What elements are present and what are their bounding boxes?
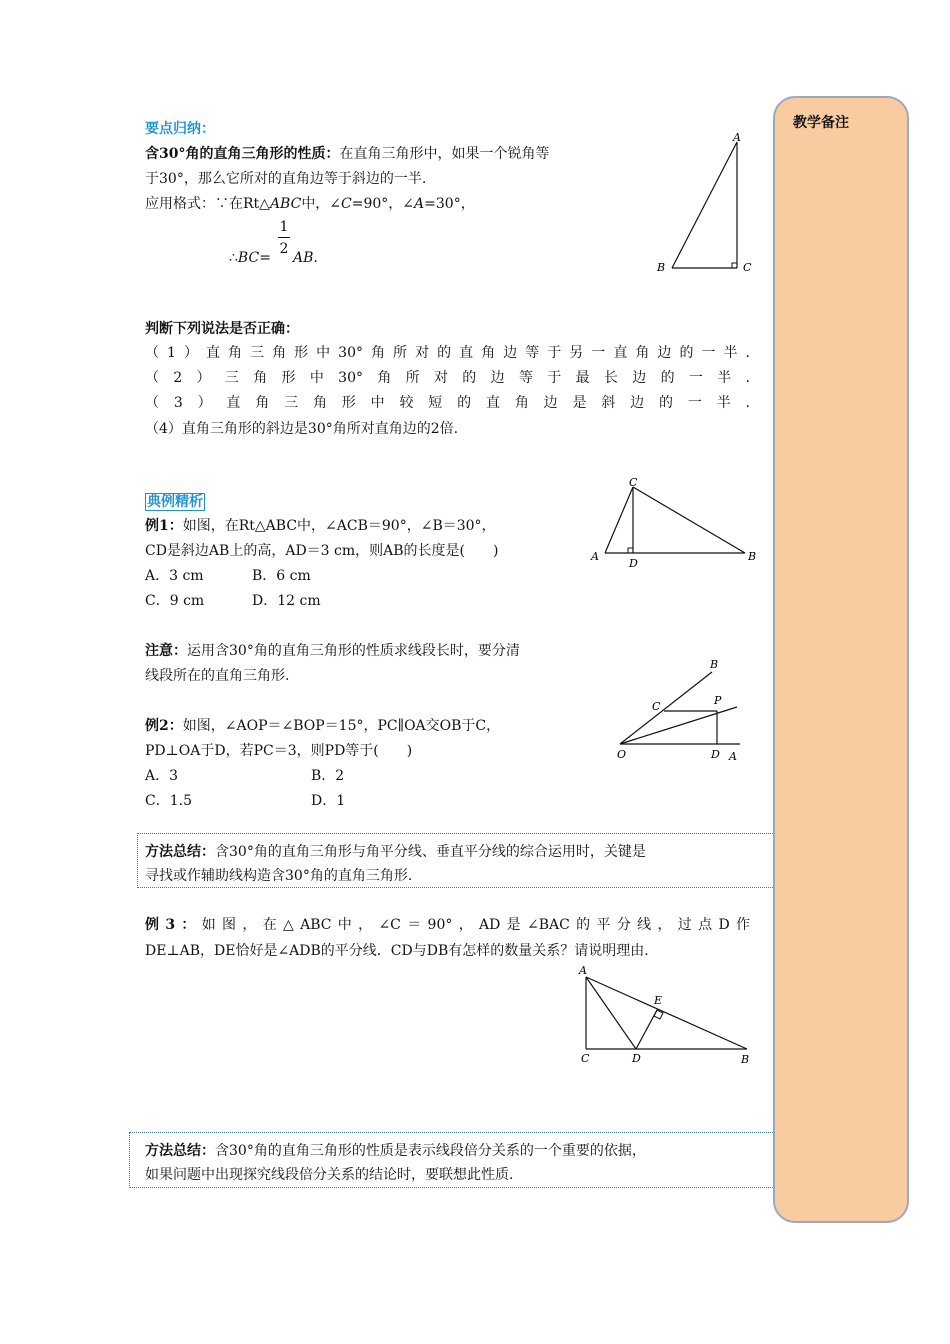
figure-angle-bisector (612, 652, 762, 767)
property-line-1 (145, 144, 549, 164)
ex2-label: 例2： (145, 718, 183, 734)
fig4-label-d: D (632, 1052, 641, 1065)
ex2-text-1: 如图，∠AOP＝∠BOP＝15°，PC∥OA交OB于C， (182, 718, 501, 734)
therefore-sign: ∴ (229, 250, 238, 266)
ex2-option-b: B．2 (311, 768, 345, 784)
teaching-notes-sidebar (773, 96, 909, 1223)
ex1-option-a: A．3 cm (145, 568, 204, 584)
ex2-line-1 (145, 716, 500, 736)
method2-text-1: 含30°角的直角三角形的性质是表示线段倍分关系的一个重要的依据， (215, 1143, 646, 1159)
ex3-line-1 (145, 913, 750, 938)
figure-altitude-triangle (585, 472, 765, 572)
note-line-1 (145, 641, 520, 661)
ex1-text-1: 如图，在Rt△ABC中，∠ACB＝90°，∠B＝30°， (182, 518, 496, 534)
formula-left (229, 248, 271, 268)
format-c: C (341, 196, 352, 212)
figure-bisector-perpendicular (572, 962, 762, 1072)
summary-heading: 要点归纳： (145, 121, 215, 137)
judge-item-3: （3）直角三角形中较短的直角边是斜边的一半. (145, 395, 750, 411)
fraction-bar (278, 237, 290, 238)
figure-right-triangle-30 (650, 128, 760, 278)
format-prefix: 应用格式：∵在 (145, 196, 243, 212)
fraction-numerator: 1 (279, 219, 289, 235)
formula-eq: = (259, 250, 271, 266)
fig2-label-c: C (629, 476, 638, 489)
fig1-label-c: C (743, 261, 752, 274)
fig3-label-o: O (617, 748, 627, 761)
method1-line-2: 寻找或作辅助线构造含30°角的直角三角形. (145, 868, 413, 884)
note-line-2: 线段所在的直角三角形. (145, 668, 290, 684)
method1-label: 方法总结： (145, 844, 215, 860)
fig2-label-b: B (748, 550, 757, 563)
judge-item-1: （1）直角三角形中30°角所对的直角边等于另一直角边的一半. (145, 345, 750, 361)
fig2-right-angle-mark (628, 548, 633, 553)
fig3-label-a: A (729, 750, 737, 763)
ex1-line-2: CD是斜边AB上的高，AD＝3 cm，则AB的长度是( ) (145, 543, 499, 559)
ex2-option-c: C．1.5 (145, 793, 192, 809)
method1-text-1: 含30°角的直角三角形与角平分线、垂直平分线的综合运用时，关键是 (215, 844, 646, 860)
fig3-ray-op (620, 707, 737, 744)
format-rt: Rt△ (243, 196, 270, 212)
format-a: A (414, 196, 425, 212)
ex2-option-a: A．3 (145, 768, 179, 784)
format-eq2: =30°， (424, 196, 475, 212)
fig4-side-ab (586, 977, 747, 1049)
fraction-denominator: 2 (279, 241, 289, 257)
ex2-line-2: PD⊥OA于D，若PC＝3，则PD等于( ) (145, 743, 413, 759)
ex1-option-d: D．12 cm (252, 593, 321, 609)
formula-right (293, 248, 318, 268)
ex3-text-1: 如图，在△ABC中，∠C＝90°，AD是∠BAC的平分线，过点D作 (201, 917, 750, 933)
judge-heading: 判断下列说法是否正确： (145, 321, 299, 337)
judge-item-2: （2）三角形中30°角所对的边等于最长边的一半. (145, 370, 750, 386)
property-label: 含30°角的直角三角形的性质： (145, 146, 340, 162)
fig3-label-d: D (711, 748, 720, 761)
format-eq1: =90°，∠ (351, 196, 415, 212)
format-abc: ABC (269, 196, 302, 212)
fig1-right-angle-mark (732, 263, 737, 268)
fig2-side-cb (633, 487, 745, 553)
method2-label: 方法总结： (145, 1143, 215, 1159)
method1-line-1 (145, 842, 646, 862)
format-mid: 中，∠ (301, 196, 342, 212)
fig2-label-d: D (629, 557, 638, 570)
fig3-label-c: C (652, 700, 661, 713)
ex3-line-2: DE⊥AB，DE恰好是∠ADB的平分线．CD与DB有怎样的数量关系？请说明理由. (145, 943, 649, 959)
examples-section-label-text: 典例精析 (147, 494, 203, 510)
method2-line-1 (145, 1141, 646, 1161)
formula-bc: BC (237, 250, 260, 266)
ex3-label: 例3： (145, 917, 202, 933)
fig2-side-ac (605, 487, 633, 553)
ex1-line-1 (145, 516, 496, 536)
fig3-ray-ob (620, 672, 712, 744)
fraction (278, 218, 290, 258)
fig1-label-a: A (733, 131, 741, 144)
property-text-1: 在直角三角形中，如果一个锐角等 (339, 146, 550, 162)
fig3-label-b: B (710, 658, 719, 671)
note-text-1: 运用含30°角的直角三角形的性质求线段长时，要分清 (187, 643, 520, 659)
fig4-label-a: A (579, 964, 587, 977)
format-line (145, 194, 475, 214)
fig4-label-c: C (581, 1052, 590, 1065)
fig4-label-b: B (741, 1053, 750, 1066)
formula-ab: AB (293, 250, 314, 266)
fig3-label-p: P (714, 694, 722, 707)
fig4-label-e: E (654, 994, 663, 1007)
formula-period: . (313, 250, 318, 266)
method2-line-2: 如果问题中出现探究线段倍分关系的结论时，要联想此性质. (145, 1167, 514, 1183)
ex2-option-d: D．1 (311, 793, 346, 809)
property-line-2: 于30°，那么它所对的直角边等于斜边的一半. (145, 171, 427, 187)
ex1-option-c: C．9 cm (145, 593, 205, 609)
ex1-option-b: B．6 cm (252, 568, 311, 584)
examples-section-label (145, 492, 205, 512)
sidebar-title: 教学备注 (793, 115, 849, 131)
fig1-side-ab (672, 142, 737, 268)
ex1-label: 例1： (145, 518, 183, 534)
fig2-label-a: A (591, 550, 599, 563)
fig1-label-b: B (657, 261, 666, 274)
judge-item-4: （4）直角三角形的斜边是30°角所对直角边的2倍. (145, 421, 459, 437)
note-label: 注意： (145, 643, 187, 659)
